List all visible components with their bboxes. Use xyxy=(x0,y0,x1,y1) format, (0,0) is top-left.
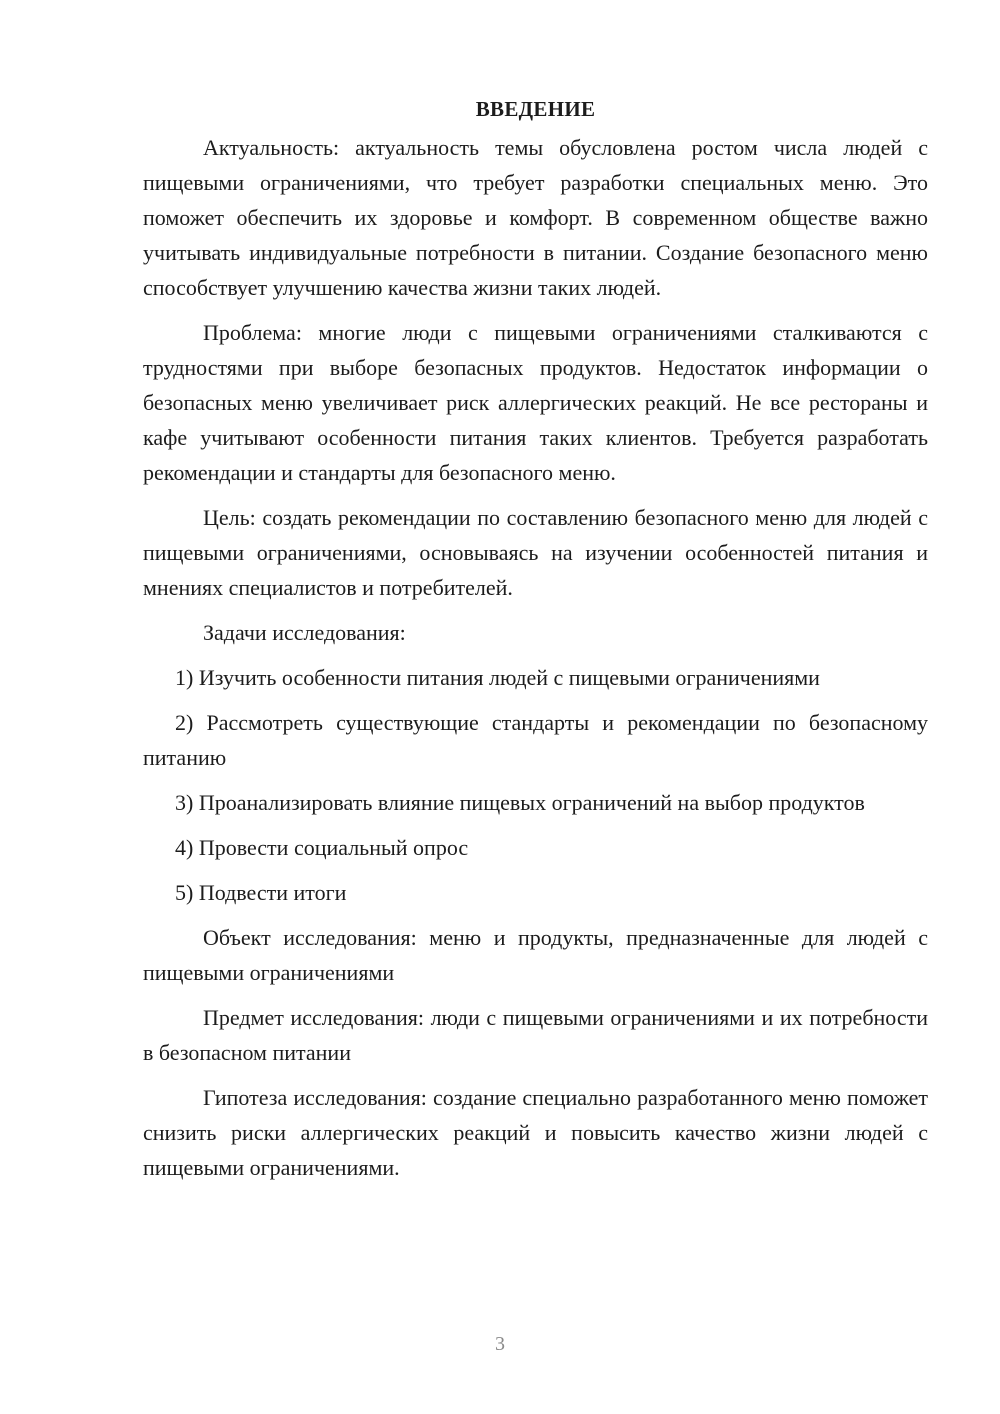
task-item-5: 5) Подвести итоги xyxy=(175,880,347,905)
paragraph-object: Объект исследования: меню и продукты, предназначенные для людей с пищевыми ограничениями xyxy=(143,925,928,985)
task-item-1: 1) Изучить особенности питания людей с пищевыми ограничениями xyxy=(175,665,820,690)
paragraph-relevance: Актуальность: актуальность темы обусловлена ростом числа людей с пищевыми ограничениями, что требует разработки специальных меню. Это поможет обеспечить их здоровье и комфорт. В современном обществе важно учитывать индивидуальные потребности в питании. Создание безопасного меню способствует улучшению качества жизни таких людей. xyxy=(143,135,928,300)
tasks-heading: Задачи исследования: xyxy=(203,620,406,645)
paragraph-problem: Проблема: многие люди с пищевыми ограничениями сталкиваются с трудностями при выборе безопасных продуктов. Недостаток информации о безопасных меню увеличивает риск аллергических реакций. Не все рестораны и кафе учитывают особенности питания таких клиентов. Требуется разработать рекомендации и стандарты для безопасного меню. xyxy=(143,320,928,485)
paragraph-hypothesis: Гипотеза исследования: создание специально разработанного меню поможет снизить риски аллергических реакций и повысить качество жизни людей с пищевыми ограничениями. xyxy=(143,1085,928,1180)
paragraph-subject: Предмет исследования: люди с пищевыми ограничениями и их потребности в безопасном питании xyxy=(143,1005,928,1065)
task-item-4: 4) Провести социальный опрос xyxy=(175,835,469,860)
task-item-2: 2) Рассмотреть существующие стандарты и рекомендации по безопасному питанию xyxy=(143,710,928,770)
document-page xyxy=(143,92,928,1195)
task-item-3: 3) Проанализировать влияние пищевых ограничений на выбор продуктов xyxy=(175,790,865,815)
page-number: 3 xyxy=(495,1333,505,1355)
section-heading: ВВЕДЕНИЕ xyxy=(475,97,596,121)
paragraph-goal: Цель: создать рекомендации по составлению безопасного меню для людей с пищевыми ограничениями, основываясь на изучении особенностей питания и мнениях специалистов и потребителей. xyxy=(143,505,928,600)
